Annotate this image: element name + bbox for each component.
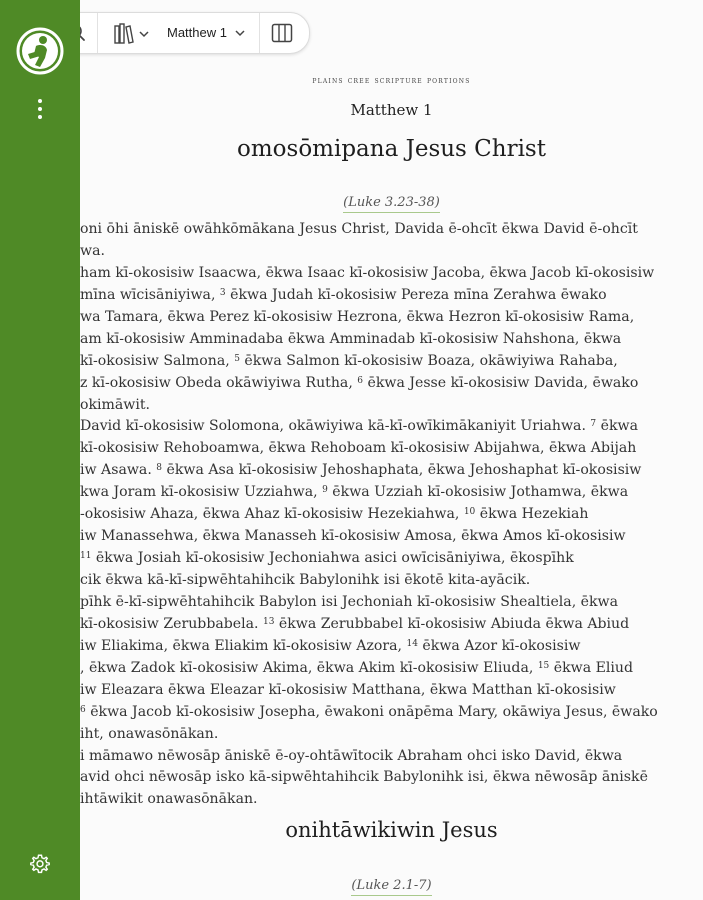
verse-text-segment: iht, onawasōnākan. bbox=[80, 725, 219, 742]
gear-icon[interactable] bbox=[29, 853, 51, 875]
verse-text-segment: wa. bbox=[80, 242, 105, 259]
verse-text-segment: ēkwa Eliud bbox=[549, 659, 633, 676]
more-vertical-icon[interactable] bbox=[35, 99, 45, 125]
verse-text-segment: kī-okosisiw Zerubbabela. bbox=[80, 615, 263, 632]
verse-line bbox=[80, 482, 703, 504]
cross-reference-text: (Luke 2.1-7) bbox=[351, 878, 431, 896]
reader-toolbar bbox=[40, 12, 310, 54]
chevron-down-icon[interactable] bbox=[235, 28, 245, 38]
verse-text-segment: kī-okosisiw Salmona, bbox=[80, 352, 235, 369]
verse-number: 3 bbox=[219, 287, 226, 298]
verse-text-segment: ēkwa Jacob kī-okosisiw Josepha, ēwakoni onāpēma Mary, okāwiya Jesus, ēwako bbox=[85, 703, 658, 720]
verse-line bbox=[80, 702, 703, 724]
verse-line bbox=[80, 548, 703, 570]
columns-icon[interactable] bbox=[271, 23, 293, 43]
verse-line bbox=[80, 636, 703, 658]
verse-line bbox=[80, 570, 703, 592]
verse-line bbox=[80, 241, 703, 263]
verse-text-segment: i māmawo nēwosāp āniskē ē-oy-ohtāwītocik Abraham ohci isko David, ēkwa bbox=[80, 747, 623, 764]
verse-line bbox=[80, 789, 703, 811]
verse-line bbox=[80, 592, 703, 614]
verse-text-segment: ēkwa Jesse kī-okosisiw Davida, ēwako bbox=[363, 374, 639, 391]
verse-text-segment: kwa Joram kī-okosisiw Uzziahwa, bbox=[80, 484, 323, 501]
cross-reference-link[interactable] bbox=[80, 195, 703, 210]
verse-text-segment: avid ohci nēwosāp isko kā-sipwēhtahihcik Babylonihk isi, ēkwa nēwosāp āniskē bbox=[80, 769, 648, 786]
toolbar-divider bbox=[259, 13, 260, 53]
verse-line bbox=[80, 504, 703, 526]
chapter-title: Matthew 1 bbox=[350, 101, 433, 119]
verse-number: 9 bbox=[322, 485, 328, 496]
verse-number: 8 bbox=[156, 463, 163, 474]
verse-line bbox=[80, 329, 703, 351]
verse-number: 5 bbox=[234, 353, 240, 364]
verse-number: 10 bbox=[463, 507, 476, 518]
verse-line bbox=[80, 658, 703, 680]
verse-number: 13 bbox=[262, 616, 275, 627]
verse-line bbox=[80, 373, 703, 395]
book-chapter-selector[interactable]: Matthew 1 bbox=[167, 25, 227, 40]
verse-line bbox=[80, 460, 703, 482]
toolbar-divider bbox=[97, 13, 98, 53]
verse-text-segment: pīhk ē-kī-sipwēhtahihcik Babylon isi Jechoniah kī-okosisiw Shealtiela, ēkwa bbox=[80, 593, 618, 610]
verse-line bbox=[80, 526, 703, 548]
verse-line bbox=[80, 416, 703, 438]
verse-line bbox=[80, 767, 703, 789]
verse-text-segment: ēkwa Asa kī-okosisiw Jehoshaphata, ēkwa Jehoshaphat kī-okosisiw bbox=[162, 462, 642, 479]
verse-text bbox=[80, 219, 703, 811]
section-heading: onihtāwikiwin Jesus bbox=[285, 818, 498, 842]
verse-number: 7 bbox=[590, 419, 597, 430]
verse-text-segment: okimāwit. bbox=[80, 396, 151, 413]
verse-number: 11 bbox=[80, 551, 92, 562]
section-heading: omosōmipana Jesus Christ bbox=[237, 136, 546, 162]
verse-text-segment: mīna wīcisāniyiwa, bbox=[80, 286, 220, 303]
verse-line bbox=[80, 395, 703, 417]
verse-text-segment: am kī-okosisiw Amminadaba ēkwa Amminadab kī-okosisiw Nahshona, ēkwa bbox=[80, 330, 622, 347]
verse-line bbox=[80, 724, 703, 746]
verse-text-segment: ēkwa Hezekiah bbox=[475, 506, 589, 523]
verse-number: 15 bbox=[537, 660, 550, 671]
verse-text-segment: David kī-okosisiw Solomona, okāwiyiwa kā-kī-owīkimākaniyit Uriahwa. bbox=[80, 418, 591, 435]
verse-line bbox=[80, 746, 703, 768]
verse-number: 14 bbox=[406, 638, 418, 649]
verse-number: 6 bbox=[357, 375, 364, 386]
verse-text-segment: cik ēkwa kā-kī-sipwēhtahihcik Babylonihk isi ēkotē kita-ayācik. bbox=[80, 572, 531, 588]
verse-line bbox=[80, 285, 703, 307]
verse-line bbox=[80, 219, 703, 241]
verse-text-segment: ēkwa Zerubbabel kī-okosisiw Abiuda ēkwa Abiud bbox=[274, 615, 630, 632]
verse-text-segment: -okosisiw Ahaza, ēkwa Ahaz kī-okosisiw Hezekiahwa, bbox=[80, 506, 464, 523]
verse-text-segment: , ēkwa Zadok kī-okosisiw Akima, ēkwa Akim kī-okosisiw Eliuda, bbox=[80, 659, 538, 676]
verse-text-segment: ēkwa bbox=[596, 418, 638, 435]
app-sidebar bbox=[0, 0, 80, 900]
verse-line bbox=[80, 614, 703, 636]
verse-text-segment: iw Asawa. bbox=[80, 462, 157, 479]
cross-reference-link[interactable] bbox=[80, 878, 703, 893]
verse-line bbox=[80, 680, 703, 702]
verse-line bbox=[80, 438, 703, 460]
verse-text-segment: z kī-okosisiw Obeda okāwiyiwa Rutha, bbox=[80, 374, 358, 391]
verse-text-segment: kī-okosisiw Rehoboamwa, ēkwa Rehoboam kī-okosisiw Abijahwa, ēkwa Abijah bbox=[80, 440, 637, 457]
bible-society-logo[interactable] bbox=[16, 27, 64, 75]
verse-text-segment: ēkwa Salmon kī-okosisiw Boaza, okāwiyiwa Rahaba, bbox=[239, 352, 618, 369]
verse-text-segment: ēkwa Azor kī-okosisiw bbox=[417, 637, 581, 654]
verse-text-segment: ēkwa Josiah kī-okosisiw Jechoniahwa asici owīcisāniyiwa, ēkospīhk bbox=[91, 550, 574, 567]
verse-number: 6 bbox=[80, 704, 86, 715]
series-title: plains cree scripture portions bbox=[312, 76, 471, 86]
verse-text-segment: ham kī-okosisiw Isaacwa, ēkwa Isaac kī-okosisiw Jacoba, ēkwa Jacob kī-okosisiw bbox=[80, 264, 655, 281]
verse-text-segment: iw Eliakima, ēkwa Eliakim kī-okosisiw Azora, bbox=[80, 637, 407, 654]
verse-text-segment: ēkwa Judah kī-okosisiw Pereza mīna Zerahwa ēwako bbox=[225, 286, 607, 303]
verse-line bbox=[80, 263, 703, 285]
verse-text-segment: wa Tamara, ēkwa Perez kī-okosisiw Hezrona, ēkwa Hezron kī-okosisiw Rama, bbox=[80, 308, 635, 325]
verse-text-segment: iw Eleazara ēkwa Eleazar kī-okosisiw Matthana, ēkwa Matthan kī-okosisiw bbox=[80, 681, 616, 698]
verse-text-segment: oni ōhi āniskē owāhkōmākana Jesus Christ, Davida ē-ohcīt ēkwa David ē-ohcīt bbox=[80, 221, 638, 237]
verse-text-segment: iw Manassehwa, ēkwa Manasseh kī-okosisiw Amosa, ēkwa Amos kī-okosisiw bbox=[80, 528, 626, 545]
cross-reference-text: (Luke 3.23-38) bbox=[343, 195, 440, 213]
books-icon[interactable] bbox=[113, 23, 153, 45]
verse-text-segment: ihtāwikit onawasōnākan. bbox=[80, 791, 258, 808]
verse-text-segment: ēkwa Uzziah kī-okosisiw Jothamwa, ēkwa bbox=[327, 484, 629, 501]
verse-line bbox=[80, 307, 703, 329]
verse-line bbox=[80, 351, 703, 373]
